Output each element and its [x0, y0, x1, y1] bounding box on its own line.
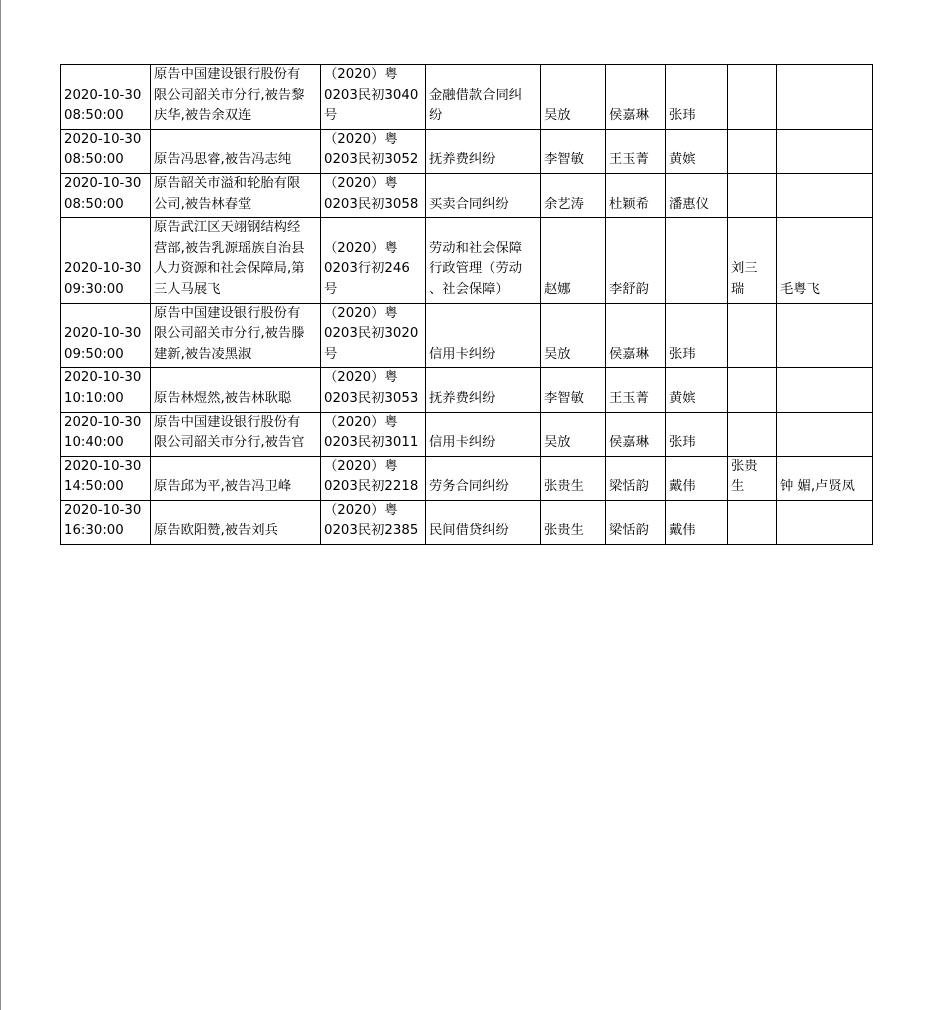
- clerk-cell: 杜颖希: [606, 173, 666, 217]
- parties-cell: 原告欧阳赞,被告刘兵: [151, 500, 321, 544]
- remark-cell: [777, 65, 873, 130]
- remark-cell: [777, 303, 873, 368]
- hearing-time-cell: 2020-10-30 10:10:00: [61, 368, 151, 412]
- juror-cell: [728, 412, 777, 456]
- judge-cell: 李智敏: [541, 129, 606, 173]
- judge-cell: 吴放: [541, 303, 606, 368]
- remark-cell: 毛粤飞: [777, 218, 873, 303]
- table-row: [61, 368, 873, 412]
- clerk-cell: 王玉菁: [606, 368, 666, 412]
- parties-cell: 原告武江区天翊钢结构经 营部,被告乳源瑶族自治县 人力资源和社会保障局,第 三人马展飞: [151, 218, 321, 303]
- juror-cell: [728, 303, 777, 368]
- parties-cell: 原告韶关市溢和轮胎有限 公司,被告林春堂: [151, 173, 321, 217]
- hearing-time-cell: 2020-10-30 08:50:00: [61, 173, 151, 217]
- juror-cell: 张贵 生: [728, 456, 777, 500]
- clerk-cell: 侯嘉琳: [606, 412, 666, 456]
- case-cause-cell: 抚养费纠纷: [426, 368, 541, 412]
- assistant-cell: 戴伟: [666, 500, 728, 544]
- case-cause-cell: 抚养费纠纷: [426, 129, 541, 173]
- juror-cell: [728, 129, 777, 173]
- assistant-cell: 黄嫔: [666, 129, 728, 173]
- juror-cell: [728, 65, 777, 130]
- assistant-cell: 潘惠仪: [666, 173, 728, 217]
- clerk-cell: 李舒韵: [606, 218, 666, 303]
- table-row: [61, 129, 873, 173]
- case-number-cell: （2020）粤 0203民初2385: [321, 500, 426, 544]
- case-cause-cell: 金融借款合同纠 纷: [426, 65, 541, 130]
- remark-cell: [777, 412, 873, 456]
- page-left-border: [0, 0, 1, 1010]
- parties-cell: 原告中国建设银行股份有 限公司韶关市分行,被告滕 建新,被告凌黑淑: [151, 303, 321, 368]
- hearing-time-cell: 2020-10-30 08:50:00: [61, 65, 151, 130]
- table-row: [61, 500, 873, 544]
- judge-cell: 吴放: [541, 65, 606, 130]
- clerk-cell: 梁恬韵: [606, 456, 666, 500]
- remark-cell: [777, 173, 873, 217]
- assistant-cell: 张玮: [666, 303, 728, 368]
- judge-cell: 赵娜: [541, 218, 606, 303]
- table-row: [61, 303, 873, 368]
- clerk-cell: 侯嘉琳: [606, 303, 666, 368]
- judge-cell: 余艺涛: [541, 173, 606, 217]
- judge-cell: 张贵生: [541, 500, 606, 544]
- case-number-cell: （2020）粤 0203行初246 号: [321, 218, 426, 303]
- case-cause-cell: 劳务合同纠纷: [426, 456, 541, 500]
- case-number-cell: （2020）粤 0203民初3011: [321, 412, 426, 456]
- hearing-time-cell: 2020-10-30 16:30:00: [61, 500, 151, 544]
- clerk-cell: 王玉菁: [606, 129, 666, 173]
- table-row: [61, 456, 873, 500]
- juror-cell: [728, 368, 777, 412]
- parties-cell: 原告冯思睿,被告冯志纯: [151, 129, 321, 173]
- case-number-cell: （2020）粤 0203民初3020 号: [321, 303, 426, 368]
- case-number-cell: （2020）粤 0203民初3040 号: [321, 65, 426, 130]
- juror-cell: [728, 173, 777, 217]
- case-cause-cell: 劳动和社会保障 行政管理（劳动 、社会保障）: [426, 218, 541, 303]
- remark-cell: [777, 368, 873, 412]
- remark-cell: [777, 500, 873, 544]
- assistant-cell: 张玮: [666, 65, 728, 130]
- assistant-cell: 张玮: [666, 412, 728, 456]
- case-number-cell: （2020）粤 0203民初3058: [321, 173, 426, 217]
- hearing-time-cell: 2020-10-30 08:50:00: [61, 129, 151, 173]
- table-row: [61, 218, 873, 303]
- case-cause-cell: 信用卡纠纷: [426, 303, 541, 368]
- assistant-cell: 戴伟: [666, 456, 728, 500]
- juror-cell: 刘三 瑞: [728, 218, 777, 303]
- assistant-cell: [666, 218, 728, 303]
- parties-cell: 原告邱为平,被告冯卫峰: [151, 456, 321, 500]
- hearing-time-cell: 2020-10-30 09:30:00: [61, 218, 151, 303]
- clerk-cell: 侯嘉琳: [606, 65, 666, 130]
- judge-cell: 李智敏: [541, 368, 606, 412]
- case-number-cell: （2020）粤 0203民初3052: [321, 129, 426, 173]
- parties-cell: 原告中国建设银行股份有 限公司韶关市分行,被告官: [151, 412, 321, 456]
- case-cause-cell: 信用卡纠纷: [426, 412, 541, 456]
- hearing-time-cell: 2020-10-30 09:50:00: [61, 303, 151, 368]
- remark-cell: 钟 媚,卢贤凤: [777, 456, 873, 500]
- juror-cell: [728, 500, 777, 544]
- table-body: [61, 65, 873, 545]
- case-cause-cell: 买卖合同纠纷: [426, 173, 541, 217]
- judge-cell: 吴放: [541, 412, 606, 456]
- hearing-time-cell: 2020-10-30 14:50:00: [61, 456, 151, 500]
- hearing-time-cell: 2020-10-30 10:40:00: [61, 412, 151, 456]
- case-number-cell: （2020）粤 0203民初2218: [321, 456, 426, 500]
- case-number-cell: （2020）粤 0203民初3053: [321, 368, 426, 412]
- judge-cell: 张贵生: [541, 456, 606, 500]
- case-cause-cell: 民间借贷纠纷: [426, 500, 541, 544]
- parties-cell: 原告中国建设银行股份有 限公司韶关市分行,被告黎 庆华,被告余双连: [151, 65, 321, 130]
- remark-cell: [777, 129, 873, 173]
- table-row: [61, 65, 873, 130]
- parties-cell: 原告林煜然,被告林耿聪: [151, 368, 321, 412]
- table-row: [61, 173, 873, 217]
- hearing-schedule-table: [60, 64, 873, 545]
- assistant-cell: 黄嫔: [666, 368, 728, 412]
- table-row: [61, 412, 873, 456]
- clerk-cell: 梁恬韵: [606, 500, 666, 544]
